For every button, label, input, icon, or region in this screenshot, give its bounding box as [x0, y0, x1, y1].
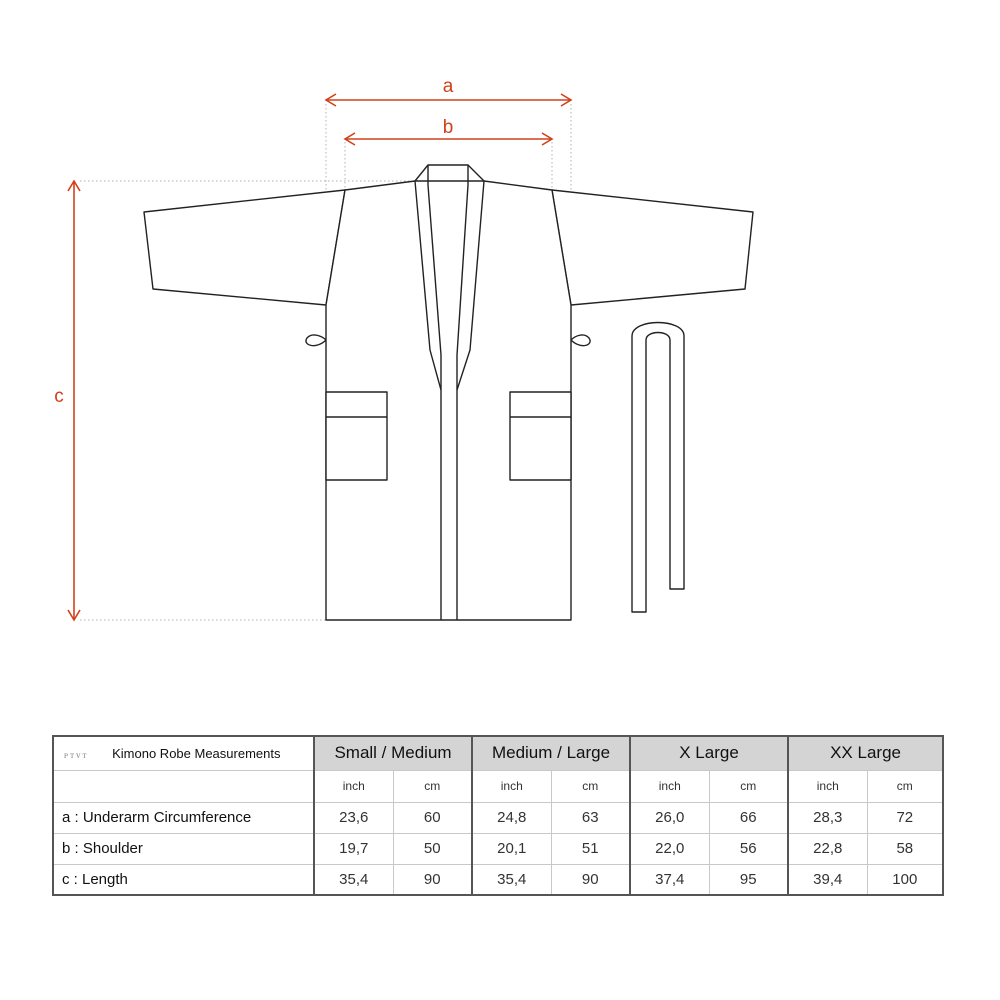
measurements-table: [52, 735, 944, 896]
value-cell: 50: [393, 833, 472, 864]
unit-header-row: [53, 770, 943, 802]
value-cell: 26,0: [630, 802, 709, 833]
value-cell: 66: [709, 802, 788, 833]
value-cell: 90: [393, 864, 472, 895]
value-cell: 22,8: [788, 833, 867, 864]
unit-inch: inch: [630, 770, 709, 802]
robe-drawing: [144, 165, 753, 620]
value-cell: 28,3: [788, 802, 867, 833]
value-cell: 35,4: [314, 864, 393, 895]
value-cell: 90: [551, 864, 630, 895]
right-pocket: [510, 392, 571, 480]
size-header-row: [53, 736, 943, 770]
value-cell: 72: [867, 802, 943, 833]
collar: [415, 165, 484, 181]
table-title: Kimono Robe Measurements: [112, 745, 281, 761]
value-cell: 39,4: [788, 864, 867, 895]
value-cell: 51: [551, 833, 630, 864]
table-title-cell: [53, 736, 314, 770]
value-cell: 56: [709, 833, 788, 864]
table-row-length: [53, 864, 943, 895]
unit-inch: inch: [788, 770, 867, 802]
unit-cm: cm: [867, 770, 943, 802]
unit-cm: cm: [551, 770, 630, 802]
size-header-x-large: X Large: [630, 736, 788, 770]
value-cell: 95: [709, 864, 788, 895]
value-cell: 23,6: [314, 802, 393, 833]
unit-cm: cm: [393, 770, 472, 802]
value-cell: 58: [867, 833, 943, 864]
value-cell: 60: [393, 802, 472, 833]
value-cell: 20,1: [472, 833, 551, 864]
empty-cell: [53, 770, 314, 802]
value-cell: 24,8: [472, 802, 551, 833]
left-sleeve: [144, 190, 345, 305]
right-belt-loop: [571, 335, 590, 346]
belt: [632, 323, 684, 613]
value-cell: 22,0: [630, 833, 709, 864]
unit-inch: inch: [472, 770, 551, 802]
unit-inch: inch: [314, 770, 393, 802]
dimension-label-a: a: [442, 76, 454, 97]
row-label: c : Length: [53, 864, 314, 895]
value-cell: 100: [867, 864, 943, 895]
left-pocket: [326, 392, 387, 480]
table-row-shoulder: [53, 833, 943, 864]
value-cell: 35,4: [472, 864, 551, 895]
unit-cm: cm: [709, 770, 788, 802]
left-belt-loop: [306, 335, 326, 346]
row-label: b : Shoulder: [53, 833, 314, 864]
value-cell: 19,7: [314, 833, 393, 864]
size-header-small-medium: Small / Medium: [314, 736, 472, 770]
dimension-label-b: b: [442, 117, 454, 138]
value-cell: 63: [551, 802, 630, 833]
brand-logo: ᴘᴛᴠᴛ: [64, 749, 89, 760]
right-sleeve: [552, 190, 753, 305]
dimension-label-c: c: [54, 386, 64, 407]
row-label: a : Underarm Circumference: [53, 802, 314, 833]
size-header-medium-large: Medium / Large: [472, 736, 630, 770]
dimension-c: [68, 181, 80, 620]
value-cell: 37,4: [630, 864, 709, 895]
table-row-underarm: [53, 802, 943, 833]
size-header-xx-large: XX Large: [788, 736, 943, 770]
